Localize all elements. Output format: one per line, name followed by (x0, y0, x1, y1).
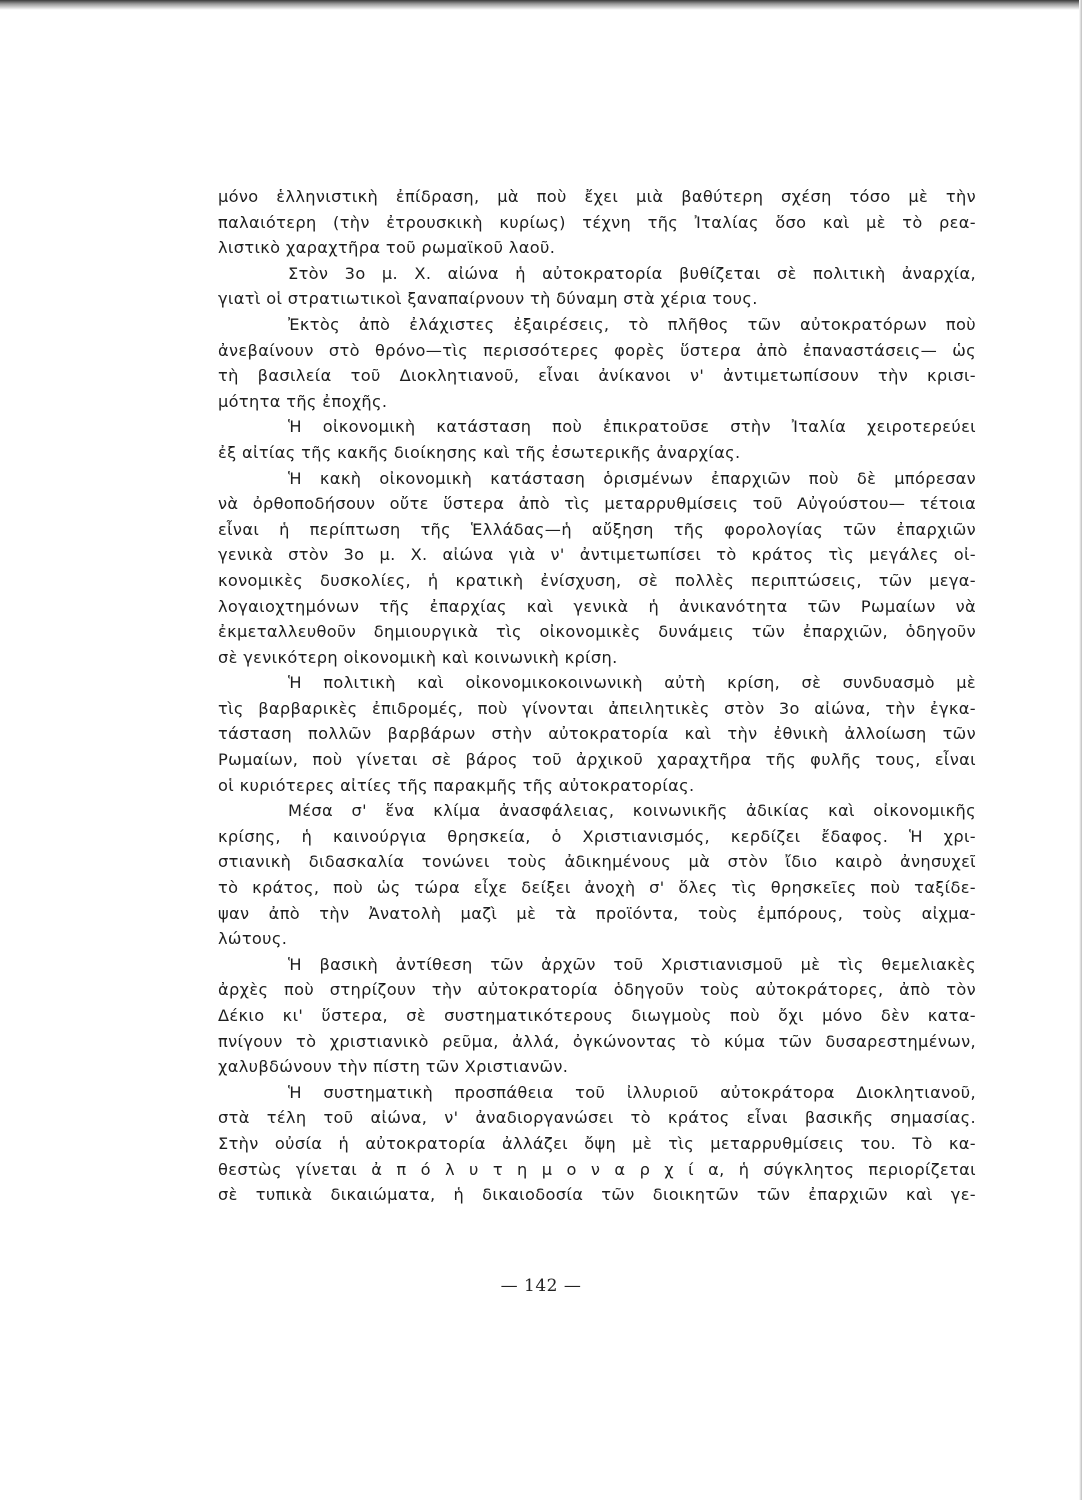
text-line: λιστικὸ χαραχτῆρα τοῦ ρωμαϊκοῦ λαοῦ. (218, 238, 556, 258)
text-line: Ἐκτὸς ἀπὸ ἐλάχιστες ἐξαιρέσεις, τὸ πλῆθος τῶν αὐτοκρατόρων ποὺ (288, 314, 976, 334)
text-line: τὶς βαρβαρικὲς ἐπιδρομές, ποὺ γίνονται ἀπειλητικὲς στὸν 3ο αἰώνα, τὴν ἐγκα- (218, 698, 976, 718)
text-line: παλαιότερη (τὴν ἐτρουσκικὴ κυρίως) τέχνη τῆς Ἰταλίας ὅσο καὶ μὲ τὸ ρεα- (218, 212, 976, 232)
text-line: λώτους. (218, 929, 288, 949)
text-line: Ἡ κακὴ οἰκονομικὴ κατάσταση ὁρισμένων ἐπαρχιῶν ποὺ δὲ μπόρεσαν (288, 468, 976, 488)
text-line: ψαν ἀπὸ τὴν Ἀνατολὴ μαζὶ μὲ τὰ προϊόντα, τοὺς ἐμπόρους, τοὺς αἰχμα- (218, 903, 976, 923)
body-text (218, 184, 976, 1208)
text-line: σὲ γενικότερη οἰκονομικὴ καὶ κοινωνικὴ κρίση. (218, 647, 618, 667)
text-line: πνίγουν τὸ χριστιανικὸ ρεῦμα, ἀλλά, ὀγκώνοντας τὸ κύμα τῶν δυσαρεστημένων, (218, 1031, 976, 1051)
text-line: τάσταση πολλῶν βαρβάρων στὴν αὐτοκρατορία καὶ τὴν ἐθνικὴ ἀλλοίωση τῶν (218, 724, 976, 744)
text-line: Ἡ πολιτικὴ καὶ οἰκονομικοκοινωνικὴ αὐτὴ κρίση, σὲ συνδυασμὸ μὲ (288, 673, 976, 693)
text-line: θεστὼς γίνεται ἀ π ό λ υ τ η μ ο ν α ρ χ ί α, ἡ σύγκλητος περιορίζεται (218, 1159, 976, 1179)
text-line: κονομικὲς δυσκολίες, ἡ κρατικὴ ἐνίσχυση, σὲ πολλὲς περιπτώσεις, τῶν μεγα- (218, 570, 976, 590)
text-line: μότητα τῆς ἐποχῆς. (218, 391, 388, 411)
text-line: Δέκιο κι' ὕστερα, σὲ συστηματικότερους διωγμοὺς ποὺ ὄχι μόνο δὲν κατα- (218, 1006, 976, 1025)
text-line: λογαιοχτημόνων τῆς ἐπαρχίας καὶ γενικὰ ἡ ἀνικανότητα τῶν Ρωμαίων νὰ (218, 596, 976, 616)
text-line: ἐξ αἰτίας τῆς κακῆς διοίκησης καὶ τῆς ἐσωτερικῆς ἀναρχίας. (218, 442, 741, 462)
text-line: Ἡ βασικὴ ἀντίθεση τῶν ἀρχῶν τοῦ Χριστιανισμοῦ μὲ τὶς θεμελιακὲς (288, 954, 976, 974)
text-line: εἶναι ἡ περίπτωση τῆς Ἑλλάδας—ἡ αὔξηση τῆς φορολογίας τῶν ἐπαρχιῶν (218, 519, 976, 539)
text-line: κρίσης, ἡ καινούργια θρησκεία, ὁ Χριστιανισμός, κερδίζει ἔδαφος. Ἡ χρι- (218, 826, 976, 846)
text-line: ἀνεβαίνουν στὸ θρόνο—τὶς περισσότερες φορὲς ὕστερα ἀπὸ ἐπαναστάσεις— ὡς (218, 340, 976, 360)
text-line: χαλυβδώνουν τὴν πίστη τῶν Χριστιανῶν. (218, 1057, 569, 1077)
text-line: ἀρχὲς ποὺ στηρίζουν τὴν αὐτοκρατορία ὁδηγοῦν τοὺς αὐτοκράτορες, ἀπὸ τὸν (218, 980, 976, 1000)
text-line: Στὸν 3ο μ. Χ. αἰώνα ἡ αὐτοκρατορία βυθίζεται σὲ πολιτικὴ ἀναρχία, (288, 263, 976, 283)
text-line: στὰ τέλη τοῦ αἰώνα, ν' ἀναδιοργανώσει τὸ κράτος εἶναι βασικῆς σημασίας. (218, 1108, 976, 1128)
text-line: γιατὶ οἱ στρατιωτικοὶ ξαναπαίρνουν τὴ δύναμη στὰ χέρια τους. (218, 289, 758, 309)
text-line: οἱ κυριότερες αἰτίες τῆς παρακμῆς τῆς αὐτοκρατορίας. (218, 775, 695, 795)
text-line: Μέσα σ' ἕνα κλίμα ἀνασφάλειας, κοινωνικῆς ἀδικίας καὶ οἰκονομικῆς (288, 801, 976, 821)
scan-top-edge (0, 0, 1082, 10)
text-line: ἐκμεταλλευθοῦν δημιουργικὰ τὶς οἰκονομικὲς δυνάμεις τῶν ἐπαρχιῶν, ὁδηγοῦν (218, 622, 976, 642)
text-line: στιανικὴ διδασκαλία τονώνει τοὺς ἀδικημένους μὰ στὸν ἴδιο καιρὸ ἀνησυχεῖ (218, 852, 976, 872)
text-line: σὲ τυπικὰ δικαιώματα, ἡ δικαιοδοσία τῶν διοικητῶν τῶν ἐπαρχιῶν καὶ γε- (218, 1185, 976, 1205)
text-line: Στὴν οὐσία ἡ αὐτοκρατορία ἀλλάζει ὄψη μὲ τὶς μεταρρυθμίσεις του. Τὸ κα- (218, 1133, 976, 1153)
text-line: Ἡ συστηματικὴ προσπάθεια τοῦ ἰλλυριοῦ αὐτοκράτορα Διοκλητιανοῦ, (288, 1082, 976, 1102)
page-number: — 142 — (500, 1276, 582, 1296)
text-line: νὰ ὀρθοποδήσουν οὔτε ὕστερα ἀπὸ τὶς μεταρρυθμίσεις τοῦ Αὐγούστου— τέτοια (218, 494, 976, 514)
text-line: τὴ βασιλεία τοῦ Διοκλητιανοῦ, εἶναι ἀνίκανοι ν' ἀντιμετωπίσουν τὴν κρισι- (218, 366, 976, 386)
text-line: Ρωμαίων, ποὺ γίνεται σὲ βάρος τοῦ ἀρχικοῦ χαραχτῆρα τῆς φυλῆς τους, εἶναι (218, 750, 976, 770)
text-line: τὸ κράτος, ποὺ ὡς τώρα εἶχε δείξει ἀνοχὴ σ' ὅλες τὶς θρησκεῖες ποὺ ταξίδε- (218, 878, 976, 898)
text-line: μόνο ἑλληνιστικὴ ἐπίδραση, μὰ ποὺ ἔχει μιὰ βαθύτερη σχέση τόσο μὲ τὴν (218, 187, 976, 206)
text-line: Ἡ οἰκονομικὴ κατάσταση ποὺ ἐπικρατοῦσε στὴν Ἰταλία χειροτερεύει (288, 417, 976, 437)
text-line: γενικὰ στὸν 3ο μ. Χ. αἰώνα γιὰ ν' ἀντιμετωπίσει τὸ κράτος τὶς μεγάλες οἰ- (218, 545, 976, 565)
